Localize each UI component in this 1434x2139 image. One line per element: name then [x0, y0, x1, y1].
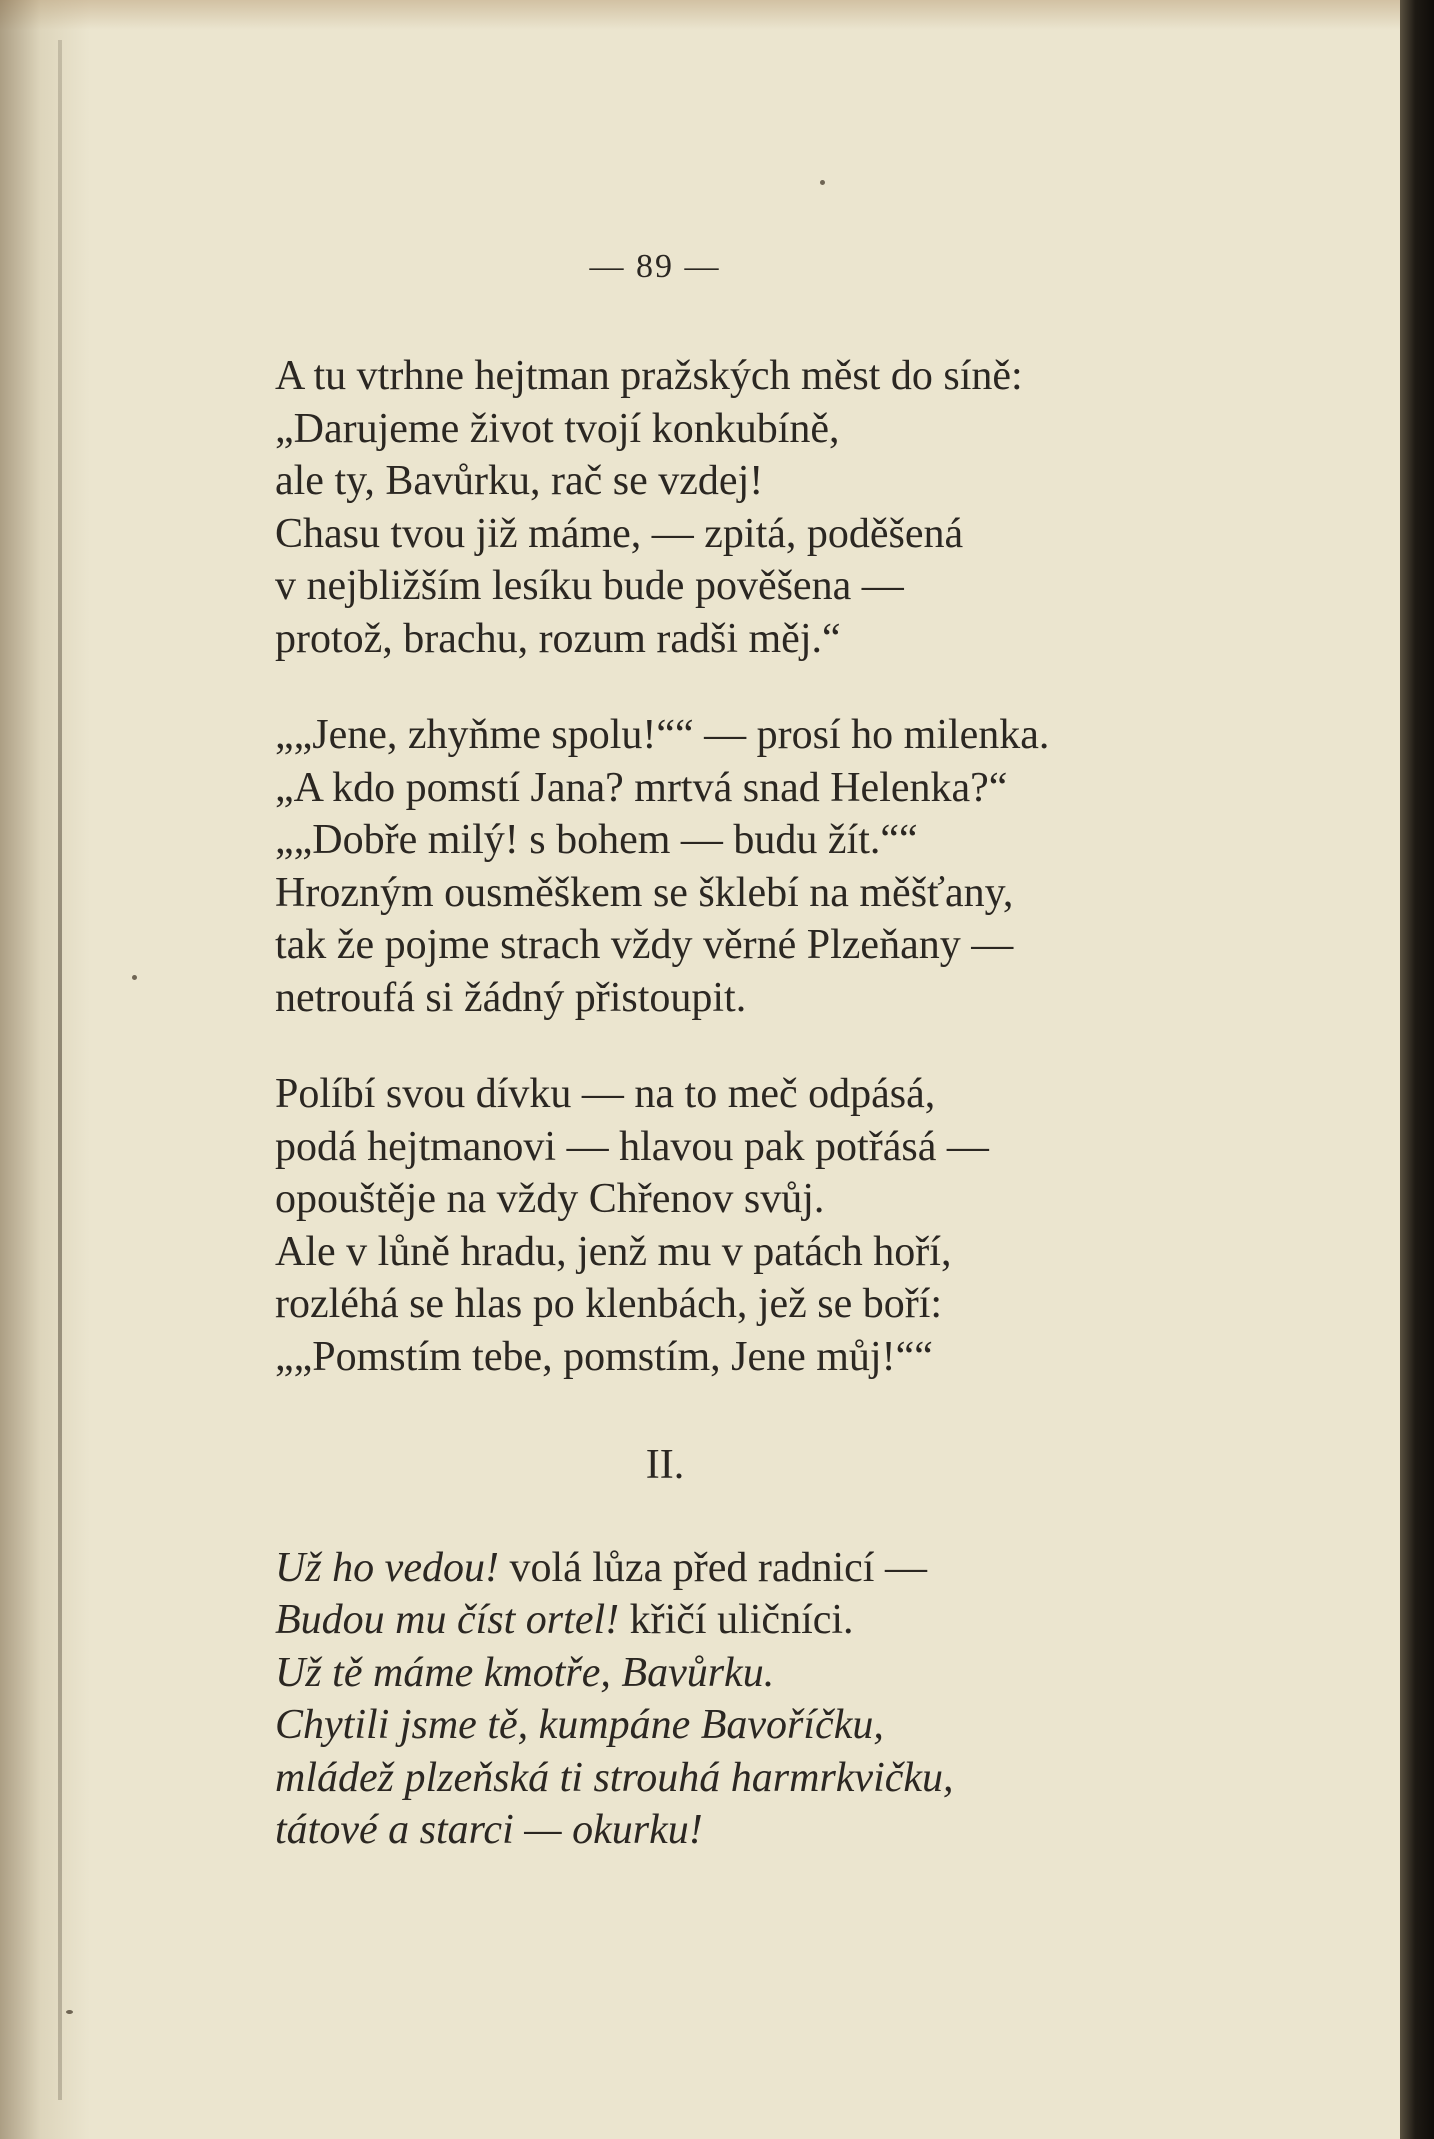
- paper-speck: [66, 2010, 73, 2014]
- paper-speck: [820, 180, 825, 185]
- poem-text: [275, 350, 1275, 1901]
- verse-line: „„Pomstím tebe, pomstím, Jene můj!““: [275, 1333, 933, 1380]
- italic-phrase: mládež plzeňská ti strouhá harmrkvičku,: [275, 1754, 954, 1801]
- binding-crease: [58, 40, 62, 2100]
- paper-speck: [132, 975, 137, 980]
- italic-phrase: Budou mu číst ortel!: [275, 1597, 620, 1643]
- verse-line: ale ty, Bavůrku, rač se vzdej!: [275, 458, 764, 504]
- italic-phrase: Už tě máme kmotře, Bavůrku.: [275, 1649, 775, 1696]
- verse-line: [275, 1752, 1275, 1805]
- scan-right-edge: [1400, 0, 1434, 2139]
- verse-line: „„Dobře milý! s bohem — budu žít.““: [275, 817, 918, 863]
- verse-line: tak že pojme strach vždy věrné Plzeňany —: [275, 922, 1014, 968]
- verse-line: rozléhá se hlas po klenbách, jež se boří:: [275, 1281, 943, 1327]
- verse-line: v nejbližším lesíku bude pověšena —: [275, 563, 904, 609]
- stanza-4: [275, 1542, 1275, 1857]
- verse-line: A tu vtrhne hejtman pražských měst do síně:: [275, 353, 1023, 399]
- page-number: — 89 —: [589, 248, 721, 285]
- italic-phrase: Chytili jsme tě, kumpáne Bavoříčku,: [275, 1702, 884, 1748]
- roman-phrase: křičí uličníci.: [619, 1597, 854, 1643]
- verse-line: protož, brachu, rozum radši měj.“: [275, 615, 841, 662]
- italic-phrase: tátové a starci — okurku!: [275, 1807, 703, 1853]
- verse-line: netroufá si žádný přistoupit.: [275, 974, 747, 1021]
- verse-line: Ale v lůně hradu, jenž mu v patách hoří,: [275, 1228, 952, 1275]
- verse-line: [275, 1647, 1275, 1700]
- verse-line: [275, 1699, 1275, 1752]
- binding-shadow: [0, 0, 90, 2139]
- stanza-2: [275, 709, 1275, 1024]
- verse-line: [275, 1542, 1275, 1595]
- verse-line: „„Jene, zhyňme spolu!““ — prosí ho milenka.: [275, 712, 1050, 758]
- roman-phrase: volá lůza před radnicí —: [498, 1544, 927, 1591]
- verse-line: podá hejtmanovi — hlavou pak potřásá —: [275, 1123, 989, 1170]
- verse-line: [275, 1804, 1275, 1857]
- stanza-3: [275, 1068, 1275, 1383]
- verse-line: Políbí svou dívku — na to meč odpásá,: [275, 1071, 936, 1117]
- verse-line: Hrozným ousměškem se šklebí na měšťany,: [275, 869, 1014, 916]
- stanza-1: [275, 350, 1275, 665]
- italic-phrase: Už ho vedou!: [275, 1544, 499, 1591]
- verse-line: opouštěje na vždy Chřenov svůj.: [275, 1176, 825, 1222]
- section-heading: II.: [645, 1442, 685, 1488]
- verse-line: [275, 1594, 1275, 1647]
- verse-line: Chasu tvou již máme, — zpitá, poděšená: [275, 510, 964, 557]
- verse-line: „Darujeme život tvojí konkubíně,: [275, 405, 840, 452]
- scan-top-edge: [0, 0, 1434, 30]
- verse-line: „A kdo pomstí Jana? mrtvá snad Helenka?“: [275, 764, 1008, 811]
